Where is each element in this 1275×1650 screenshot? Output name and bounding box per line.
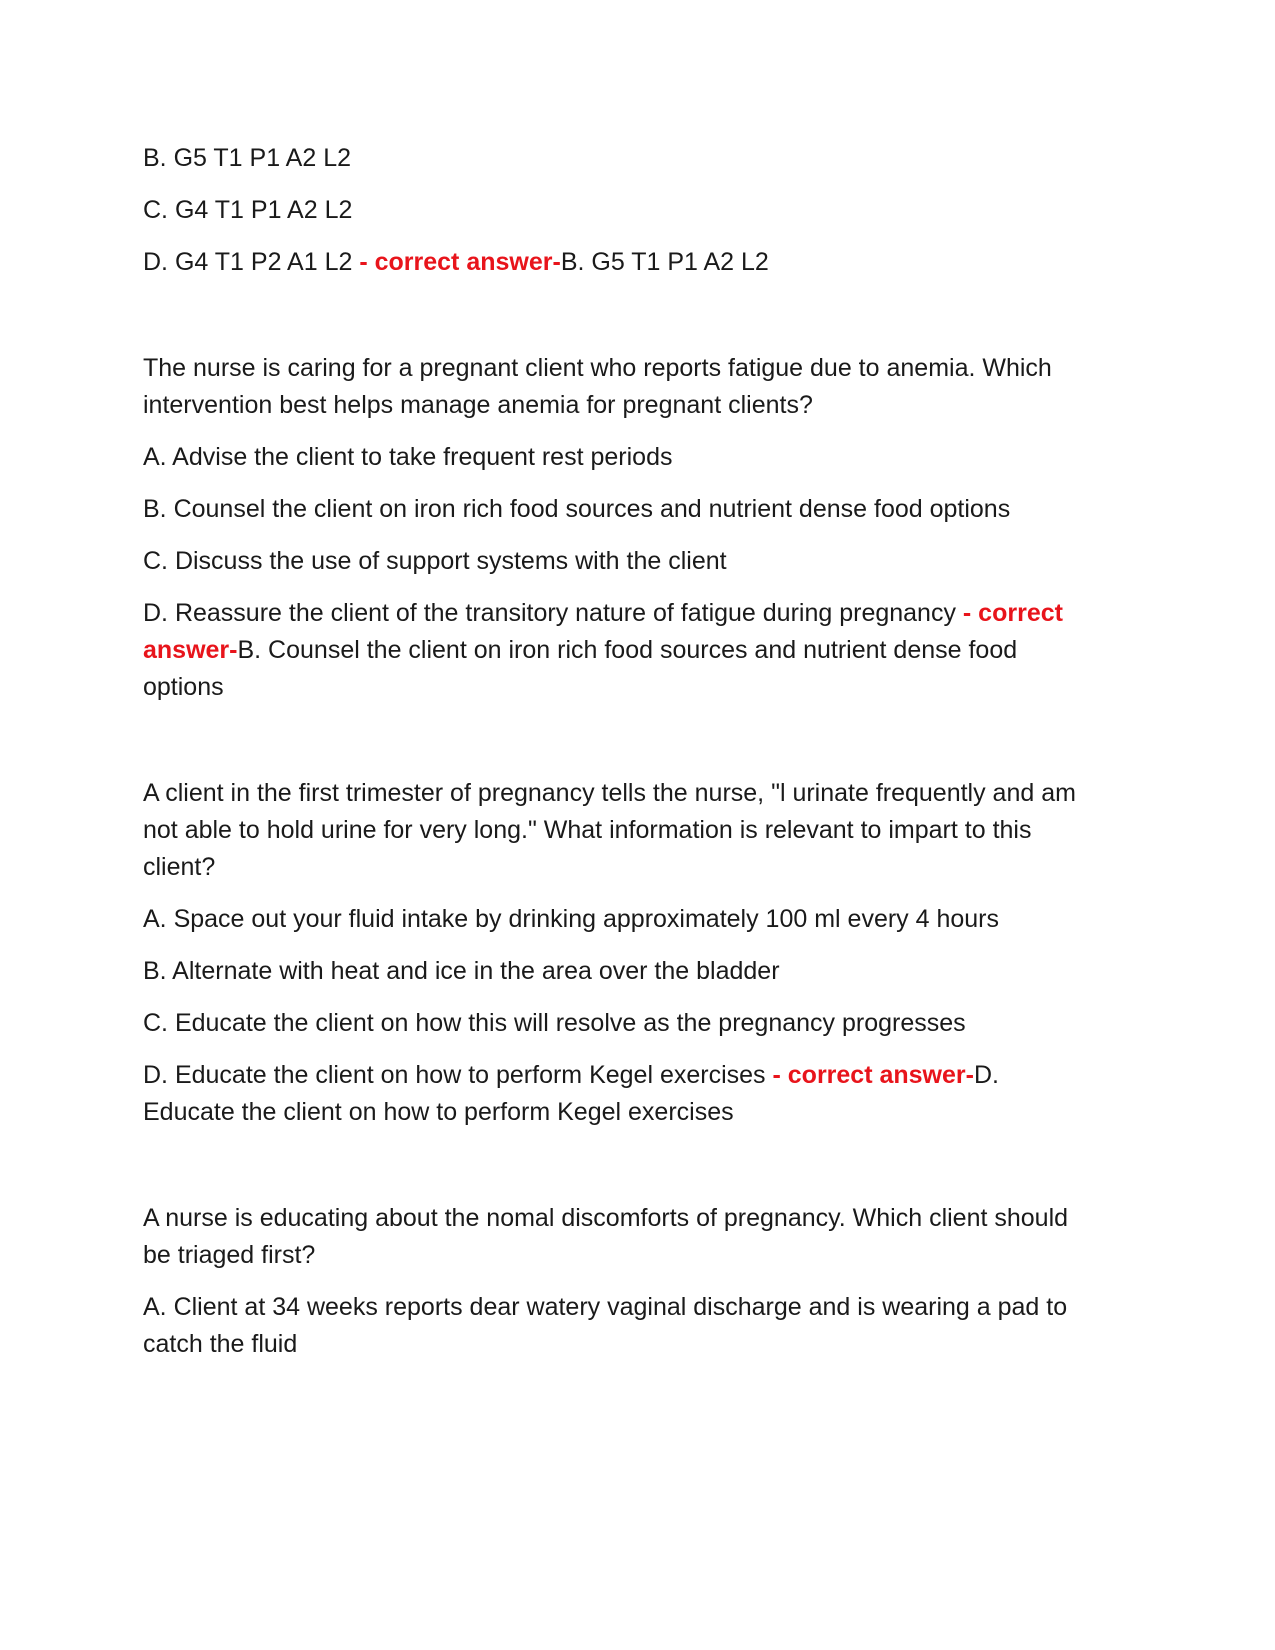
q4-question: A nurse is educating about the nomal discomforts of pregnancy. Which client should be triaged first?	[143, 1204, 1069, 1269]
q3-option-d-text: D. Educate the client on how to perform Kegel exercises	[143, 1061, 766, 1089]
q2-correct-answer-marker: - correct answer-	[143, 599, 1063, 664]
q3-option-a: A. Space out your fluid intake by drinking approximately 100 ml every 4 hours	[143, 905, 1000, 933]
q3-option-d	[143, 1057, 1083, 1131]
q1-option-d	[143, 244, 1083, 281]
spacer	[143, 1146, 1083, 1200]
q3-answer: D. Educate the client on how to perform Kegel exercises	[143, 1061, 999, 1126]
spacer	[143, 296, 1083, 350]
q1-answer: B. G5 T1 P1 A2 L2	[560, 248, 769, 276]
q3-question: A client in the first trimester of pregnancy tells the nurse, "l urinate frequently and am not able to hold urine for very long." What information is relevant to impart to this client?	[143, 779, 1076, 881]
q1-option-b: B. G5 T1 P1 A2 L2	[143, 144, 352, 172]
q2-answer: B. Counsel the client on iron rich food sources and nutrient dense food options	[143, 636, 1018, 701]
q1-option-d-text: D. G4 T1 P2 A1 L2	[143, 248, 353, 276]
q3-option-c: C. Educate the client on how this will resolve as the pregnancy progresses	[143, 1009, 966, 1037]
q1-option-c: C. G4 T1 P1 A2 L2	[143, 196, 353, 224]
q2-option-d-text: D. Reassure the client of the transitory nature of fatigue during pregnancy	[143, 599, 956, 627]
q2-option-b: B. Counsel the client on iron rich food sources and nutrient dense food options	[143, 495, 1011, 523]
q3-option-b: B. Alternate with heat and ice in the area over the bladder	[143, 957, 780, 985]
document-page	[143, 140, 1083, 1378]
q2-question: The nurse is caring for a pregnant client who reports fatigue due to anemia. Which intervention best helps manage anemia for pregnant clients?	[143, 354, 1052, 419]
q3-correct-answer-marker: - correct answer-	[765, 1061, 974, 1089]
q2-option-a: A. Advise the client to take frequent rest periods	[143, 443, 673, 471]
spacer	[143, 721, 1083, 775]
q2-option-d	[143, 595, 1083, 706]
q1-correct-answer-marker: - correct answer-	[352, 248, 561, 276]
q2-option-c: C. Discuss the use of support systems with the client	[143, 547, 727, 575]
q4-option-a: A. Client at 34 weeks reports dear watery vaginal discharge and is wearing a pad to catch the fluid	[143, 1293, 1068, 1358]
